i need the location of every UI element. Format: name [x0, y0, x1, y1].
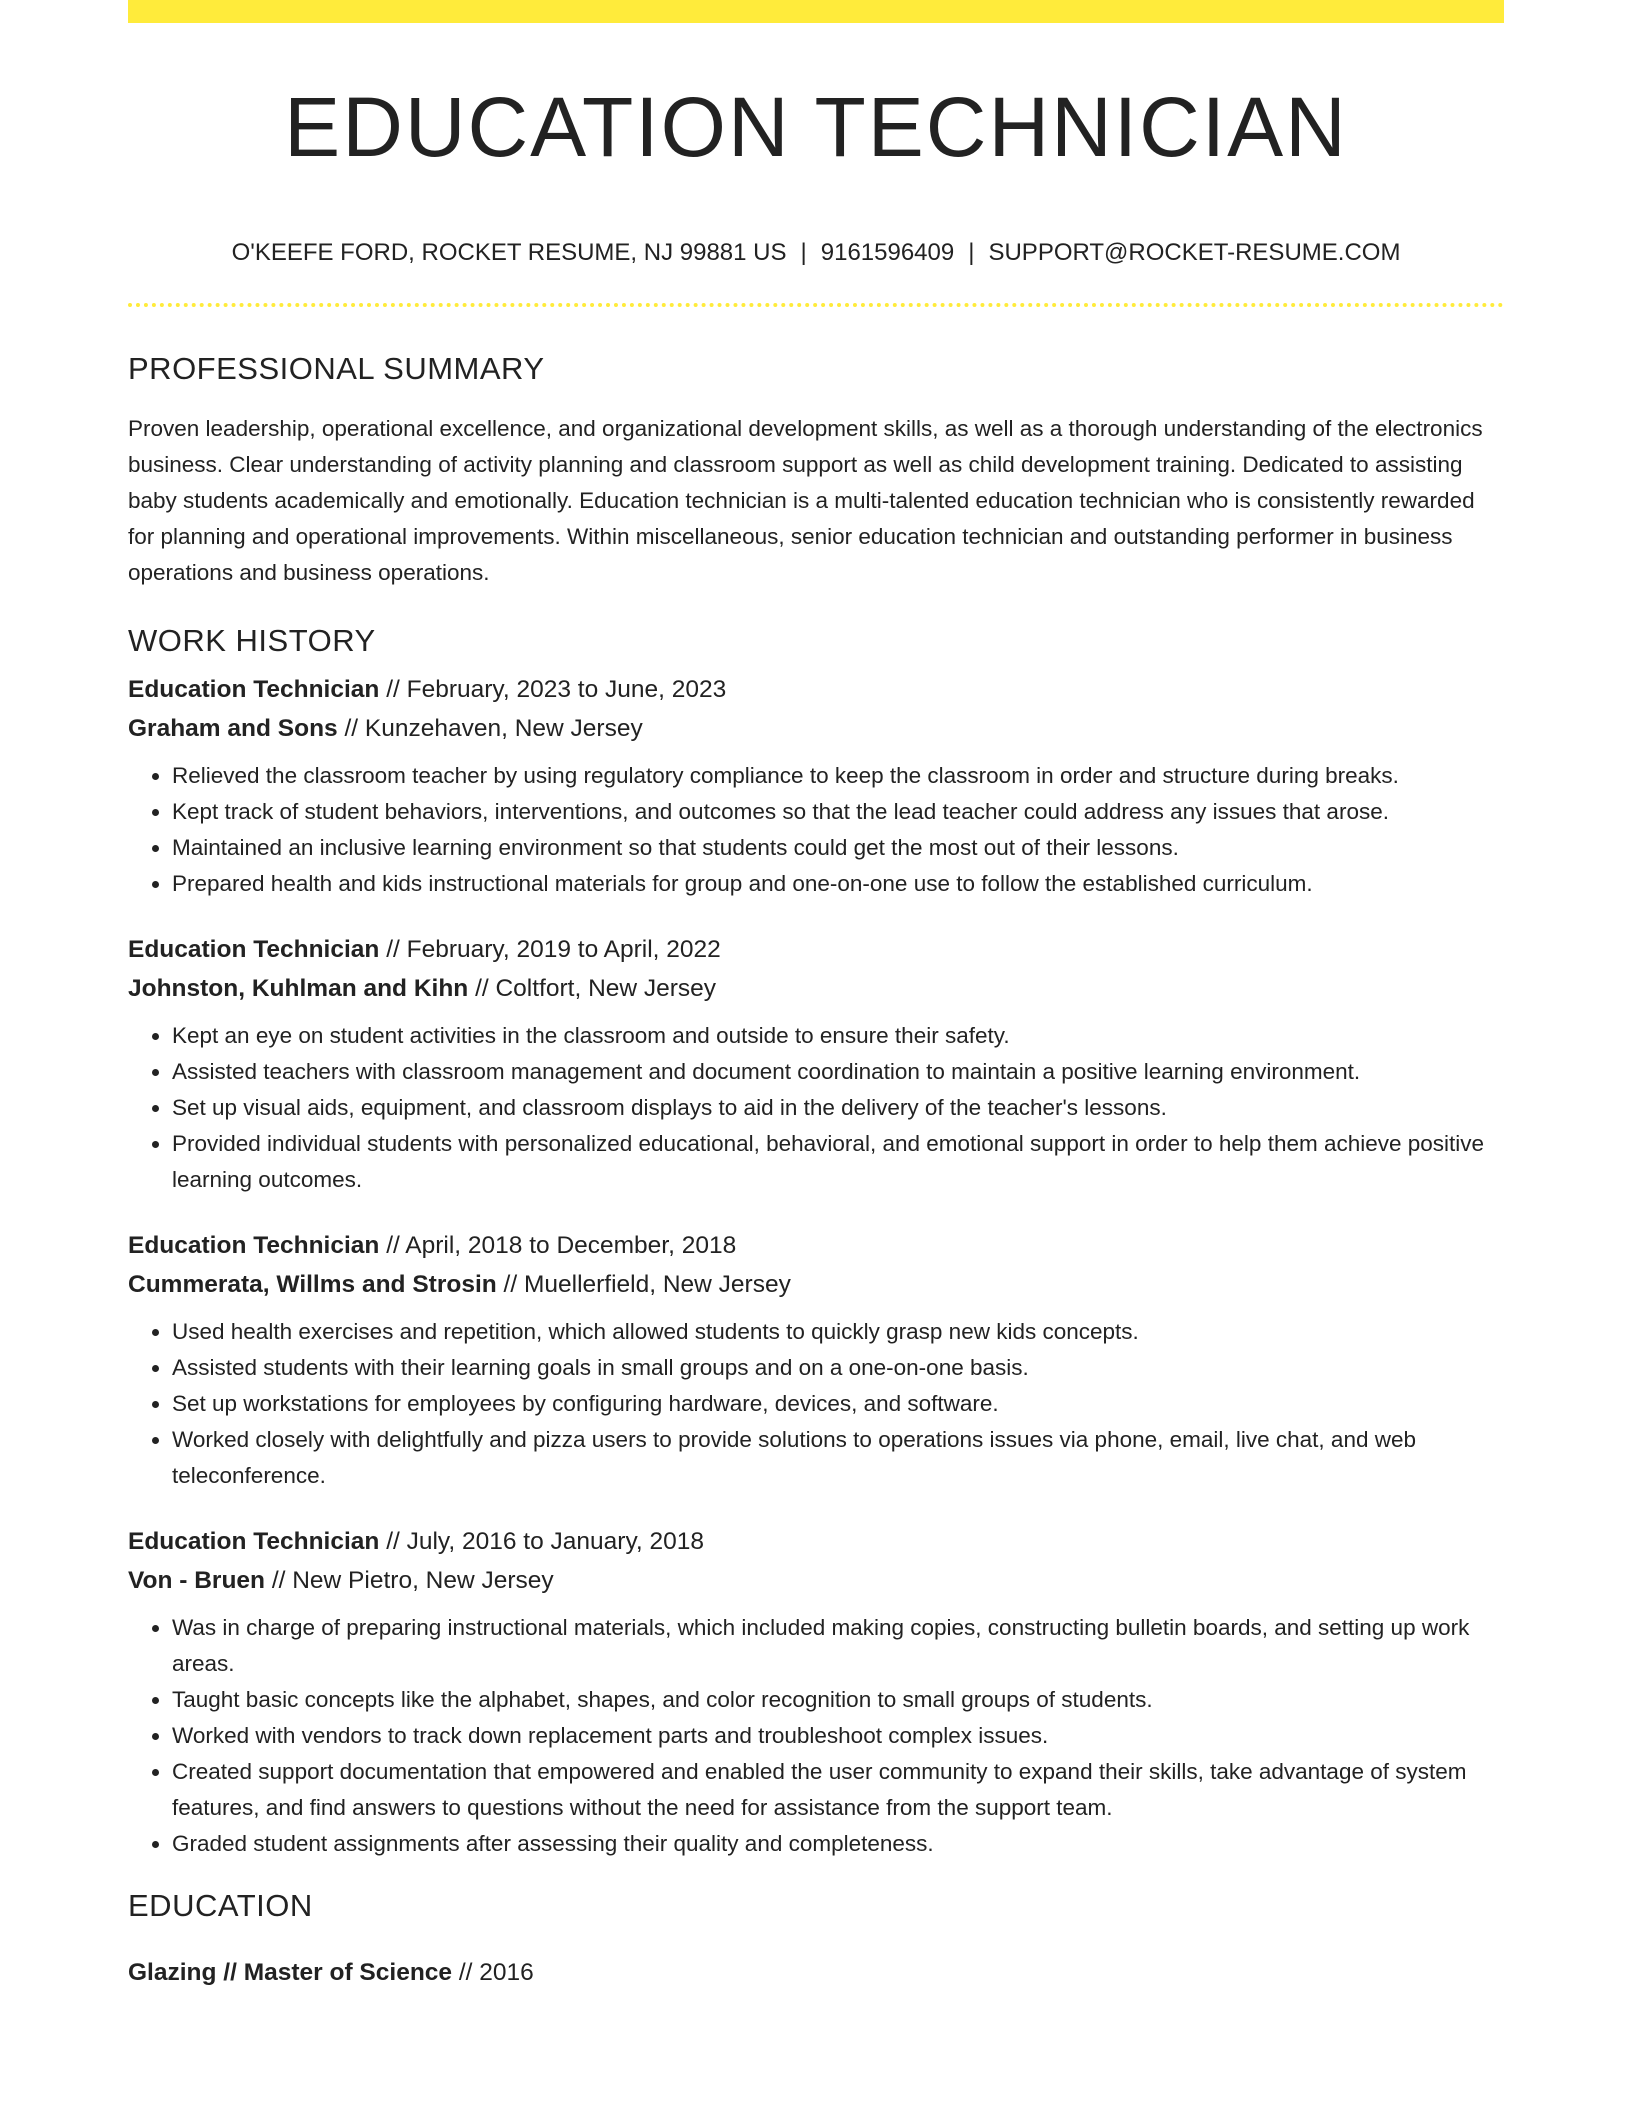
work-history-list [128, 670, 1504, 1862]
job-company: Graham and Sons [128, 715, 338, 742]
job-entry [128, 1226, 1504, 1494]
job-bullet: • Assisted teachers with classroom management and document coordination to maintain a positive learning environment. [172, 1054, 1504, 1090]
job-bullets [128, 758, 1504, 902]
job-bullet: • Kept track of student behaviors, interventions, and outcomes so that the lead teacher could address any issues that arose. [172, 794, 1504, 830]
job-dates: // February, 2023 to June, 2023 [379, 676, 727, 703]
section-title-summary: PROFESSIONAL SUMMARY [128, 351, 545, 386]
job-company: Johnston, Kuhlman and Kihn [128, 975, 469, 1002]
job-company-line [128, 1561, 1504, 1600]
contact-separator: | [968, 239, 975, 266]
job-bullet: • Worked closely with delightfully and pizza users to provide solutions to operations issues via phone, email, live chat, and web teleconference. [172, 1422, 1504, 1494]
job-title-line [128, 930, 1504, 969]
job-role: Education Technician [128, 676, 380, 703]
job-bullets [128, 1314, 1504, 1494]
job-bullet: • Prepared health and kids instructional materials for group and one-on-one use to follow the established curriculum. [172, 866, 1504, 902]
job-company-line [128, 1265, 1504, 1304]
job-bullets [128, 1610, 1504, 1862]
education-list [128, 1953, 1504, 1992]
job-bullet: • Set up workstations for employees by configuring hardware, devices, and software. [172, 1386, 1504, 1422]
job-dates: // July, 2016 to January, 2018 [379, 1528, 704, 1555]
job-dates: // April, 2018 to December, 2018 [379, 1232, 737, 1259]
job-bullet: • Created support documentation that empowered and enabled the user community to expand their skills, take advantage of system features, and find answers to questions without the need for assistance from the support team. [172, 1754, 1504, 1826]
job-role: Education Technician [128, 1528, 380, 1555]
resume-page [128, 0, 1504, 1992]
education-year: // 2016 [452, 1959, 534, 1986]
job-bullet: • Maintained an inclusive learning environment so that students could get the most out of their lessons. [172, 830, 1504, 866]
job-entry [128, 670, 1504, 902]
contact-line [128, 241, 1504, 265]
job-location: // New Pietro, New Jersey [265, 1567, 554, 1594]
job-location: // Kunzehaven, New Jersey [337, 715, 643, 742]
job-bullet: • Worked with vendors to track down replacement parts and troubleshoot complex issues. [172, 1718, 1504, 1754]
job-title-line [128, 1226, 1504, 1265]
job-entry [128, 1522, 1504, 1862]
header-divider [128, 303, 1504, 307]
contact-phone: 9161596409 [820, 239, 955, 266]
resume-name: EDUCATION TECHNICIAN [284, 80, 1348, 174]
job-role: Education Technician [128, 1232, 380, 1259]
contact-separator: | [800, 239, 807, 266]
top-accent-bar [128, 0, 1504, 23]
section-title-education: EDUCATION [128, 1888, 313, 1923]
job-role: Education Technician [128, 936, 380, 963]
job-bullet: • Was in charge of preparing instructional materials, which included making copies, constructing bulletin boards, and setting up work areas. [172, 1610, 1504, 1682]
summary-text: Proven leadership, operational excellence, and organizational development skills, as well as a thorough understanding of the electronics business. Clear understanding of activity planning and classroom support as well as child development training. Dedicated to assisting baby students academically and emotionally. Education technician is a multi-talented education technician who is consistently rewarded for planning and operational improvements. Within miscellaneous, senior education technician and outstanding performer in business operations and business operations. [128, 416, 1483, 585]
job-bullet: • Assisted students with their learning goals in small groups and on a one-on-one basis. [172, 1350, 1504, 1386]
job-title-line [128, 670, 1504, 709]
job-location: // Coltfort, New Jersey [468, 975, 717, 1002]
job-title-line [128, 1522, 1504, 1561]
job-bullet: • Taught basic concepts like the alphabet, shapes, and color recognition to small groups of students. [172, 1682, 1504, 1718]
education-entry [128, 1953, 1504, 1992]
job-company: Von - Bruen [128, 1567, 266, 1594]
job-dates: // February, 2019 to April, 2022 [379, 936, 721, 963]
job-company-line [128, 969, 1504, 1008]
job-bullet: • Provided individual students with personalized educational, behavioral, and emotional support in order to help them achieve positive learning outcomes. [172, 1126, 1504, 1198]
job-bullet: • Graded student assignments after assessing their quality and completeness. [172, 1826, 1504, 1862]
job-location: // Muellerfield, New Jersey [496, 1271, 791, 1298]
contact-email: SUPPORT@ROCKET-RESUME.COM [988, 239, 1401, 266]
job-bullet: • Relieved the classroom teacher by using regulatory compliance to keep the classroom in order and structure during breaks. [172, 758, 1504, 794]
job-bullets [128, 1018, 1504, 1198]
job-bullet: • Set up visual aids, equipment, and classroom displays to aid in the delivery of the teacher's lessons. [172, 1090, 1504, 1126]
job-bullet: • Kept an eye on student activities in the classroom and outside to ensure their safety. [172, 1018, 1504, 1054]
education-school-degree: Glazing // Master of Science [128, 1959, 453, 1986]
section-title-work-history: WORK HISTORY [128, 623, 376, 658]
job-bullet: • Used health exercises and repetition, which allowed students to quickly grasp new kids concepts. [172, 1314, 1504, 1350]
job-company: Cummerata, Willms and Strosin [128, 1271, 497, 1298]
job-entry [128, 930, 1504, 1198]
job-company-line [128, 709, 1504, 748]
contact-address: O'KEEFE FORD, ROCKET RESUME, NJ 99881 US [231, 239, 787, 266]
